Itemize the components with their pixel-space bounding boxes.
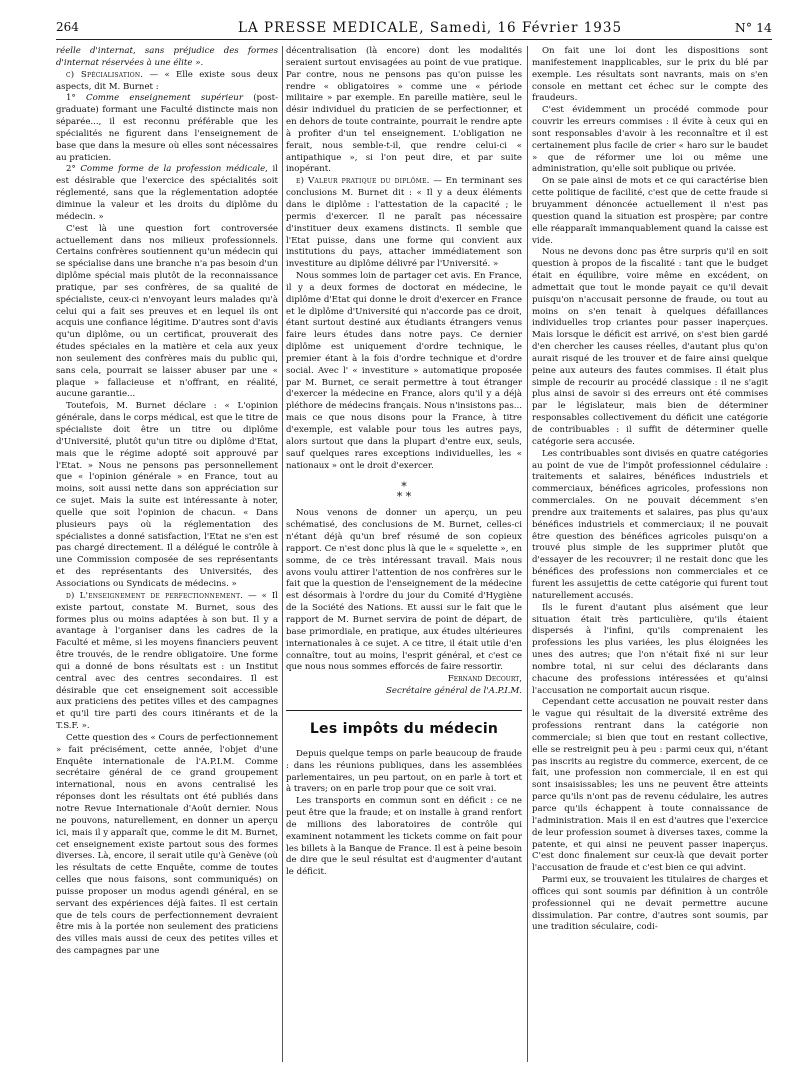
- paragraph: réelle d'internat, sans préjudice des formes d'internat réservées à une élite ».: [56, 46, 278, 68]
- author-signature: Fernand Decourt,: [447, 674, 522, 685]
- subsection-label: e) Valeur pratique du diplôme.: [296, 176, 430, 187]
- paragraph: Les transports en commun sont en déficit : ce ne peut être que la fraude; et on installe à grand renfort de millions des laboratoires de contrôle qui examinent notamment les tickets comme on fait pour les billets à la Banque de France. Il est à peine besoin de dire que le seul résultat est d'augmenter d'autant le déficit.: [286, 796, 522, 878]
- paragraph: Cette question des « Cours de perfectionnement » fait précisément, cette année, l'objet d'une Enquête internationale de l'A.P.I.M. Comme secrétaire général de ce grand groupement international, nous en avons centralisé les réponses dont les résultats ont été publiés dans notre Revue Internationale d'Août dernier. Nous ne pouvons, naturellement, en donner un aperçu ici, mais il y apparaît que, comme le dit M. Burnet, cet enseignement existe partout sous des formes diverses. Là, encore, il serait utile qu'à Genève (où les résultats de cette Enquête, comme de toutes celles que nous faisons, sont communiqués) on puisse proposer un modus agendi général, en se servant des expériences déjà faites. Il est certain que de tels cours de perfectionnement devraient être mis à la portée non seulement des praticiens des villes mais aussi de ceux des petites villes et des campagnes par une: [56, 732, 278, 957]
- paragraph: d) L'enseignement de perfectionnement. — « Il existe partout, constate M. Burnet, sous des formes plus ou moins adaptées à son but. Il y a avantage à l'organiser dans les cadres de la Faculté et même, si les moyens financiers peuvent être trouvés, de le rendre obligatoire. Une forme qui a donné de bons résultats est : un Institut central avec des centres secondaires. Il est désirable que cet enseignement soit accessible aux praticiens des petites villes et des campagnes et qu'il tire parti des cours itinérants et de la T.S.F. ».: [56, 590, 278, 732]
- paragraph: On fait une loi dont les dispositions sont manifestement inapplicables, sur le prix du blé par exemple. Les résultats sont navrants, mais on s'en console en mettant cet échec sur le compte des fraudeurs.: [532, 46, 768, 104]
- paragraph: Ils le furent d'autant plus aisément que leur situation était très particulière, qu'ils étaient dispersés à l'infini, qu'ils comprenaient les professions les plus variées, les plus éloignées les unes des autres; que l'on n'était fixé ni sur leur nombre total, ni sur celui des déclarants dans chacune des professions intéressées et qu'ainsi l'accusation ne comportait aucun risque.: [532, 602, 768, 696]
- paragraph: Les contribuables sont divisés en quatre catégories au point de vue de l'impôt professionnel cédulaire : traitements et salaires, bénéfices industriels et commerciaux, bénéfices agricoles, professions non commerciales. On ne pouvait décemment s'en prendre aux traitements et salaires, pas plus qu'aux bénéfices industriels et commerciaux; il ne pouvait être question des bénéfices agricoles puisqu'on a trouvé plus simple de les supprimer plutôt que d'essayer de les recouvrer; il ne restait donc que les bénéfices des professions non commerciales et ce furent les assujettis de cette catégorie qui furent tout naturellement accusés.: [532, 448, 768, 601]
- subsection-label: d) L'enseignement de perfectionnement.: [66, 590, 244, 601]
- column-divider: [282, 46, 283, 1062]
- paragraph: 2° Comme forme de la profession médicale, il est désirable que l'exercice des spécialités soit réglementé, sans que la réglementation adoptée diminue la valeur et les droits du diplôme du médecin. »: [56, 164, 278, 222]
- page-header: [56, 20, 772, 40]
- issue-date: Samedi, 16 Février 1935: [429, 20, 623, 36]
- subsection-label: c) Spécialisation.: [66, 69, 144, 80]
- paragraph: Nous ne devons donc pas être surpris qu'il en soit question à propos de la fiscalité : tant que le budget était en équilibre, voire même en excédent, on admettait que tout le monde payait ce qu'il devait puisqu'on n'accusait personne de fraude, ou tout au moins on s'en tenait à quelques défaillances individuelles trop criantes pour passer inaperçues. Mais lorsque le déficit est arrivé, on s'est bien gardé d'en chercher les causes réelles, d'autant plus qu'on aurait risqué de les trouver et de faire ainsi quelque peine aux auteurs des fautes commises. Il était plus simple de recourir au procédé classique : il ne s'agit plus ainsi de savoir si des erreurs ont été commises par le législateur, mais bien de déterminer responsables collectivement du déficit une catégorie de contribuables : il suffit de déterminer quelle catégorie sera accusée.: [532, 247, 768, 447]
- column-right: [532, 46, 768, 1062]
- paragraph: décentralisation (là encore) dont les modalités seraient surtout envisagées au point de vue pratique. Par contre, nous ne pensons pas qu'on puisse les rendre « obligatoires » comme une « période militaire » par exemple. En pareille matière, seul le désir individuel du praticien de se perfectionner, et en dehors de toute contrainte, pourrait le rendre apte à profiter d'un tel enseignement. L'obligation ne ferait, nous semble-t-il, que rendre celui-ci « antipathique », si l'on peut dire, et par suite inopérant.: [286, 46, 522, 175]
- paragraph: 1° Comme enseignement supérieur (post-graduate) formant une Faculté distincte mais non séparée..., il est reconnu préférable que les spécialités ne figurent dans l'enseignement de base que dans la mesure où elles sont nécessaires au praticien.: [56, 93, 278, 163]
- section-separator: * * *: [396, 480, 412, 504]
- paragraph: C'est là une question fort controversée actuellement dans nos milieux professionnels. Certains confrères soutiennent qu'un médecin qui se spécialise dans une branche n'a pas besoin d'un diplôme spécial mais plutôt de la reconnaissance pratique, par ses confrères, de sa qualité de spécialiste, ceux-ci n'envoyant leurs malades qu'à celui qui a fait ses preuves et en lequel ils ont acquis une confiance légitime. D'autres sont d'avis qu'un diplôme, ou un certificat, prouverait des études spéciales en la matière et cela aux yeux non seulement des confrères mais du public qui, sans cela, pourrait se laisser abuser par une « plaque » fallacieuse et n'offrant, en réalité, aucune garantie...: [56, 223, 278, 400]
- journal-title: [238, 20, 622, 36]
- paragraph: Depuis quelque temps on parle beaucoup de fraude : dans les réunions publiques, dans les assemblées parlementaires, un peu partout, on en parle à tort et à travers; on en parle trop pour que ce soit vrai.: [286, 748, 522, 795]
- journal-name: LA PRESSE MEDICALE,: [238, 20, 425, 36]
- paragraph: Parmi eux, se trouvaient les titulaires de charges et offices qui sont soumis par définition à un contrôle professionnel qui ne devait permettre aucune dissimulation. Par contre, d'autres sont soumis, par une tradition séculaire, codi-: [532, 875, 768, 933]
- header-rule: [56, 39, 772, 40]
- paragraph: C'est évidemment un procédé commode pour couvrir les erreurs commises : il évite à ceux qui en sont responsables d'avoir à les reconnaître et il est certainement plus facile de crier « haro sur le baudet » que de réformer une loi ou même une administration, qu'elle soit publique ou privée.: [532, 105, 768, 175]
- page-number: 264: [56, 20, 79, 34]
- column-divider: [527, 46, 528, 1062]
- author-role: Secrétaire général de l'A.P.I.M.: [386, 686, 522, 697]
- paragraph: Nous sommes loin de partager cet avis. En France, il y a deux formes de doctorat en médecine, le diplôme d'Etat qui donne le droit d'exercer en France et le diplôme d'Université qui n'accorde pas ce droit, étant surtout destiné aux étudiants étrangers venus faire leurs études dans notre pays. Ce dernier diplôme est uniquement d'ordre technique, le premier étant à la fois d'ordre technique et d'ordre social. Avec l' « investiture » automatique proposée par M. Burnet, ce serait permettre à tout étranger d'exercer la médecine en France, alors qu'il y a déjà pléthore de médecins français. Nous n'insistons pas... mais ce que nous disons pour la France, à titre d'exemple, est valable pour tous les autres pays, alors surtout que dans la plupart d'entre eux, seuls, sauf quelques rares exceptions individuelles, les « nationaux » ont le droit d'exercer.: [286, 271, 522, 471]
- issue-number: N° 14: [734, 20, 772, 35]
- section-rule: [286, 710, 522, 711]
- paragraph: Cependant cette accusation ne pouvait rester dans le vague qui résultait de la diversité extrême des professions rentrant dans la catégorie non commerciale; si bien que tout en restant collective, elle se restreignit peu à peu : parmi ceux qui, n'étant pas inscrits au registre du commerce, exercent, de ce fait, une profession non commerciale, il en est qui sont insaisissables; les uns ne peuvent être atteints parce qu'ils n'ont pas de revenu cédulaire, les autres parce qu'ils échappent à toute connaissance de l'administration. Mais il en est d'autres que l'exercice de leur profession soumet à diverses taxes, comme la patente, et qui ainsi ne peuvent passer inaperçus. C'est donc finalement sur ceux-là que devait porter l'accusation de fraude et c'est bien ce qui advint.: [532, 697, 768, 874]
- column-left: [56, 46, 278, 1062]
- paragraph: Nous venons de donner un aperçu, un peu schématisé, des conclusions de M. Burnet, celles-ci n'étant déjà qu'un bref résumé de son copieux rapport. Ce n'est donc plus là que le « squelette », en somme, de ce très intéressant travail. Mais nous avons voulu attirer l'attention de nos confrères sur le fait que la question de l'enseignement de la médecine est désormais à l'ordre du jour du Comité d'Hygiène de la Société des Nations. Et aussi sur le fait que le rapport de M. Burnet servira de point de départ, de base primordiale, en pratique, aux études ultérieures internationales à ce sujet. A ce titre, il était utile d'en connaître, tout au moins, l'esprit général, et c'est ce que nous nous sommes efforcés de faire ressortir.: [286, 508, 522, 673]
- paragraph: c) Spécialisation. — « Elle existe sous deux aspects, dit M. Burnet :: [56, 69, 278, 92]
- paragraph: On se paie ainsi de mots et ce qui caractérise bien cette politique de facilité, c'est que de cette fraude si bruyamment dénoncée actuellement il n'est pas question quand la situation est prospère; par contre elle réapparaît immanquablement quand la caisse est vide.: [532, 176, 768, 246]
- article-title: Les impôts du médecin: [309, 720, 499, 737]
- column-middle: [286, 46, 522, 1062]
- paragraph: e) Valeur pratique du diplôme. — En terminant ses conclusions M. Burnet dit : « Il y a deux éléments dans le diplôme : l'attestation de la capacité ; le permis d'exercer. Il ne paraît pas nécessaire d'instituer deux examens distincts. Il semble que l'Etat puisse, dans une forme qui convient aux institutions du pays, attacher immédiatement son investiture au diplôme délivré par l'Université. »: [286, 176, 522, 270]
- paragraph: Toutefois, M. Burnet déclare : « L'opinion générale, dans le corps médical, est que le titre de spécialiste doit être un titre ou diplôme d'Université, plutôt qu'un titre ou diplôme d'Etat, mais que le régime adopté soit approuvé par l'Etat. » Nous ne pensons pas personnellement que « l'opinion générale » en France, tout au moins, soit aussi nette dans son appréciation sur ce sujet. Mais la suite est intéressante à noter, quelle que soit l'opinion de chacun. « Dans plusieurs pays où la réglementation des spécialistes a donné satisfaction, l'Etat ne s'en est pas chargé directement. Il a délégué le contrôle à une Commission composée de ses représentants et des représentants des Universités, des Associations ou Syndicats de médecins. »: [56, 401, 278, 589]
